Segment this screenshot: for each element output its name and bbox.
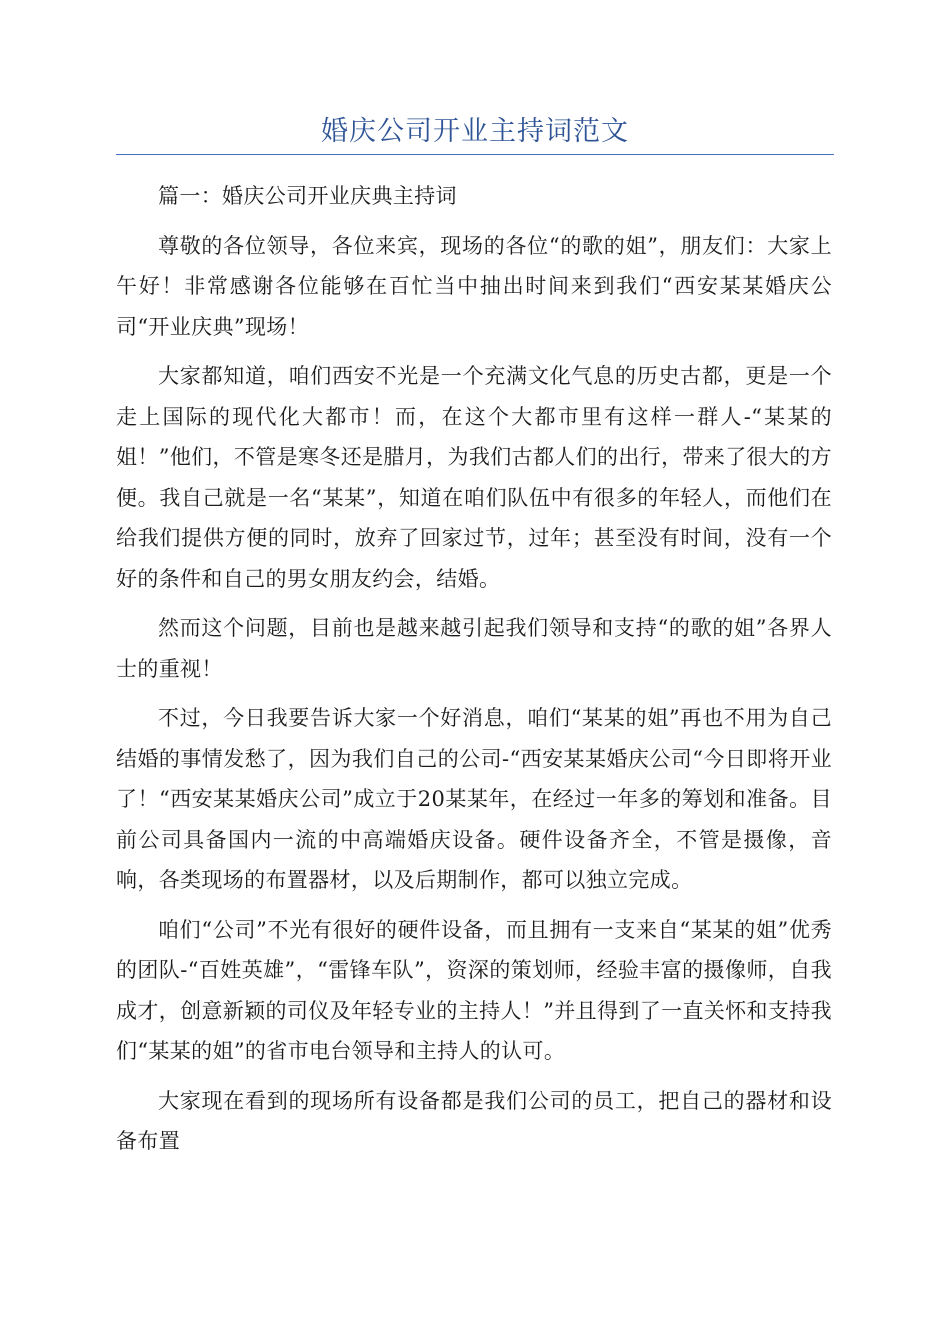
paragraph: 大家都知道，咱们西安不光是一个充满文化气息的历史古都，更是一个走上国际的现代化大都市！而，在这个大都市里有这样一群人-“某某的姐！”他们，不管是寒冬还是腊月，为我们古都人们的出行，带来了很大的方便。我自己就是一名“某某”，知道在咱们队伍中有很多的年轻人，而他们在给我们提供方便的同时，放弃了回家过节，过年；甚至没有时间，没有一个好的条件和自己的男女朋友约会，结婚。: [116, 364, 832, 591]
paragraph: 尊敬的各位领导，各位来宾，现场的各位“的歌的姐”，朋友们：大家上午好！非常感谢各位能够在百忙当中抽出时间来到我们“西安某某婚庆公司“开业庆典”现场！: [116, 233, 832, 339]
document-body: [116, 176, 832, 1171]
document-title: 婚庆公司开业主持词范文: [321, 116, 629, 147]
paragraph: 咱们“公司”不光有很好的硬件设备，而且拥有一支来自“某某的姐”优秀的团队-“百姓英雄”，“雷锋车队”，资深的策划师，经验丰富的摄像师，自我成才，创意新颖的司仪及年轻专业的主持人！”并且得到了一直关怀和支持我们“某某的姐”的省市电台领导和主持人的认可。: [116, 917, 832, 1063]
paragraph-heading: 篇一：婚庆公司开业庆典主持词: [158, 184, 457, 208]
paragraph: 然而这个问题，目前也是越来越引起我们领导和支持“的歌的姐”各界人士的重视！: [116, 616, 832, 681]
paragraph: 大家现在看到的现场所有设备都是我们公司的员工，把自己的器材和设备布置: [116, 1088, 832, 1153]
title-underline: [116, 154, 834, 155]
paragraph: 不过，今日我要告诉大家一个好消息，咱们“某某的姐”再也不用为自己结婚的事情发愁了，因为我们自己的公司-“西安某某婚庆公司“今日即将开业了！“西安某某婚庆公司”成立于20某某年，在经过一年多的筹划和准备。目前公司具备国内一流的中高端婚庆设备。硬件设备齐全，不管是摄像，音响，各类现场的布置器材，以及后期制作，都可以独立完成。: [116, 706, 832, 892]
